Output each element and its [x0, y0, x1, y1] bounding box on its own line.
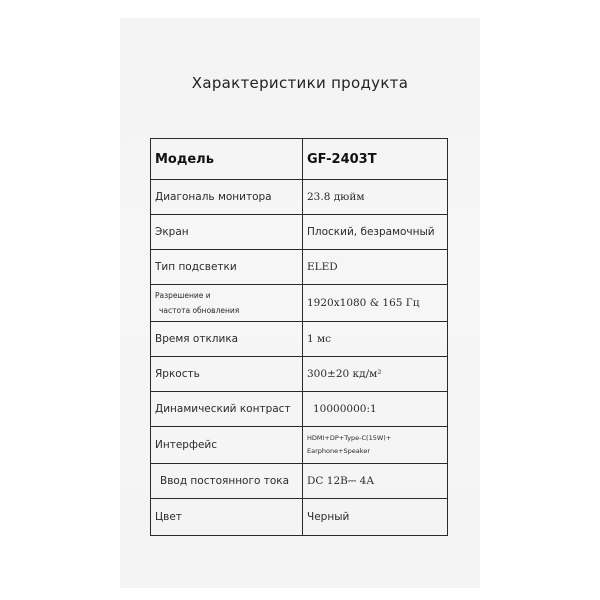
- header-value: GF-2403T: [303, 139, 448, 180]
- row-label: Ввод постоянного тока: [151, 464, 303, 499]
- spec-table: [150, 138, 448, 536]
- table-row: [151, 427, 448, 464]
- row-value: 300±20 кд/м²: [303, 357, 448, 392]
- row-value: ELED: [303, 250, 448, 285]
- row-value-line1: HDMI+DP+Type-C(15W)+: [307, 434, 392, 442]
- row-value: 10000000:1: [303, 392, 448, 427]
- row-value: [303, 427, 448, 464]
- row-label: [151, 285, 303, 322]
- table-row: [151, 357, 448, 392]
- page-title: Характеристики продукта: [191, 74, 409, 92]
- table-row: [151, 464, 448, 499]
- row-value-line2: Earphone+Speaker: [307, 447, 370, 455]
- table-row: [151, 180, 448, 215]
- row-label-line1: Разрешение и: [155, 291, 211, 300]
- row-value: Черный: [303, 499, 448, 536]
- row-label: Яркость: [151, 357, 303, 392]
- row-label: Экран: [151, 215, 303, 250]
- row-label: Динамический контраст: [151, 392, 303, 427]
- row-label-line2: частота обновления: [159, 306, 240, 315]
- row-value: 1 мс: [303, 322, 448, 357]
- table-row: [151, 250, 448, 285]
- header-label: Модель: [151, 139, 303, 180]
- row-value: DC 12В⎓ 4А: [303, 464, 448, 499]
- row-label: Диагональ монитора: [151, 180, 303, 215]
- row-value: Плоский, безрамочный: [303, 215, 448, 250]
- table-row: [151, 285, 448, 322]
- row-value: 23.8 дюйм: [303, 180, 448, 215]
- row-value: 1920x1080 & 165 Гц: [303, 285, 448, 322]
- table-header-row: [151, 139, 448, 180]
- table-row: [151, 215, 448, 250]
- row-label: Время отклика: [151, 322, 303, 357]
- table-row: [151, 392, 448, 427]
- row-label: Интерфейс: [151, 427, 303, 464]
- row-label: Цвет: [151, 499, 303, 536]
- table-row: [151, 499, 448, 536]
- table-row: [151, 322, 448, 357]
- row-label: Тип подсветки: [151, 250, 303, 285]
